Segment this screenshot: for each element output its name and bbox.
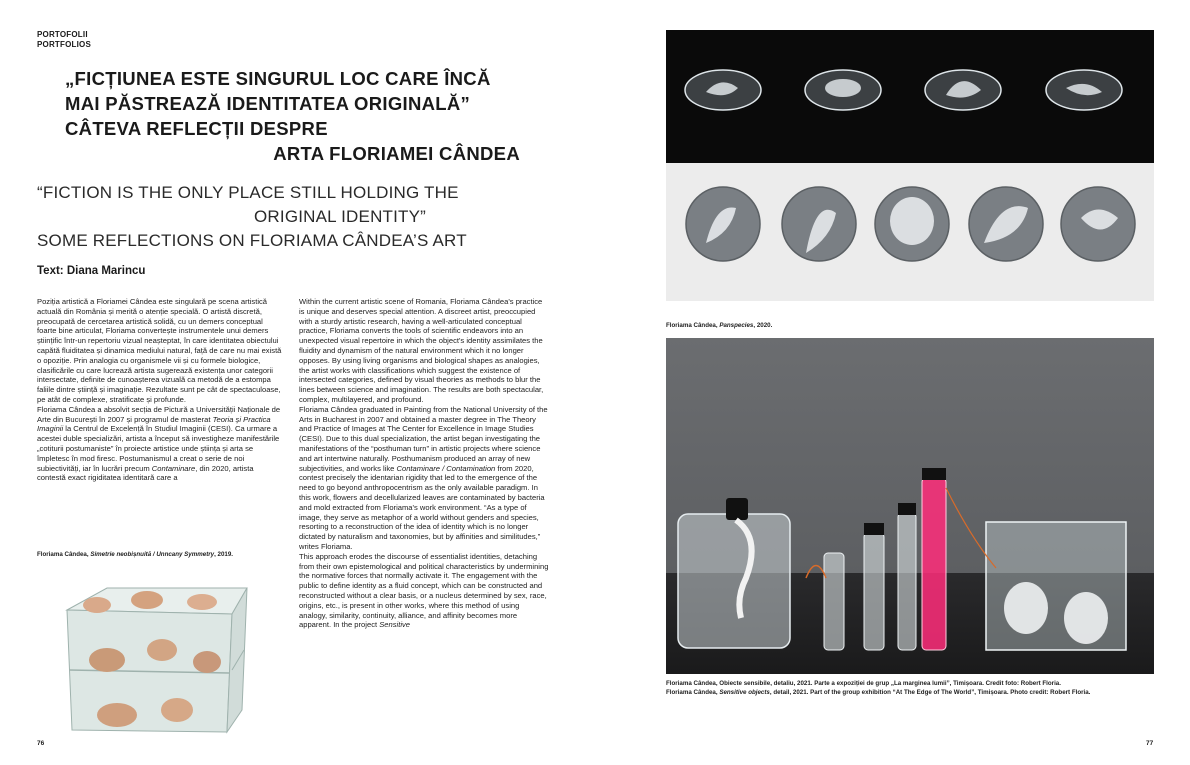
body-en-paragraph-1: Within the current artistic scene of Romania, Floriama Cândea's practice is unique and deserves special attention. A discreet artist, preoccupied with a sturdy artistic research, having a well-articulated conceptual practice, Floriama converts the tools of scientific endeavors into an unexpected visual repertoire in which the object's identity assimilates the fluidity and dynamism of the natural environment which it no longer opposes. By using living organisms and biological shapes as analogies, the artist works with classifications which suggest the existence of intersected categories, defined by visual theories as methods to blur the lines between science and imagination. The results are both spectacular, complex, multilayered, and profound. [299, 297, 544, 404]
caption-text: , detail, 2021. Part of the group exhibition “At The Edge of The World”, Timișoara. Photo credit: Robert Floria. [769, 688, 1091, 696]
body-ro-p2-text: , din 2020, artista contestă exact rigiditatea identitară care a [37, 463, 254, 483]
body-en-paragraph-2 [299, 405, 549, 552]
page-number-right: 77 [1146, 740, 1154, 747]
caption-title: Panspecies [719, 322, 754, 329]
body-en-p3-emphasis: Sensitive [379, 620, 411, 630]
caption-panspecies [666, 322, 1154, 331]
body-en-paragraph-3 [299, 552, 549, 630]
title-romanian [65, 66, 535, 166]
body-en-p2-text: from 2020, contest precisely the identarian rigidity that led to the emergence of the need to go beyond anthropocentrism as the only available paradigm. In this work, flowers and decellularized leaves are contaminated by bacteria and mold extracted from Floriama's work environment. “As a type of image, they serve as metaphor of a world without genders and species, resorting to a reconstruction of the idea of identity which is no longer dictated by naturalism and taxonomies, but by affinities and similitudes,” writes Floriama. [299, 463, 545, 551]
photo-panspecies-light [666, 163, 1154, 301]
section-label [37, 30, 91, 50]
caption-title: Sensitive objects [719, 688, 770, 696]
caption-title: Simetrie neobișnuită / Unncany Symmetry [90, 551, 215, 558]
caption-sensitive-en [666, 689, 1154, 698]
photo-panspecies-dark [666, 30, 1154, 163]
caption-text: Floriama Cândea, [666, 322, 720, 329]
title-en-line-2: ORIGINAL IDENTITY” [254, 207, 427, 226]
page-number-left: 76 [37, 740, 45, 747]
title-ro-line-2: MAI PĂSTREAZĂ IDENTITATEA ORIGINALĂ” [65, 93, 471, 114]
body-column-romanian [37, 297, 284, 483]
body-ro-p2-text: Floriama Cândea a absolvit secția de Pictură a Universității Naționale de Arte din București în 2007 și programul de masterat [37, 404, 281, 424]
body-ro-p2-emphasis: Contaminare [151, 463, 196, 473]
body-en-p2-emphasis: Contaminare / Contamination [396, 463, 496, 473]
caption-sensitive-ro: Floriama Cândea, Obiecte sensibile, detaliu, 2021. Parte a expoziției de grup „La marginea lumii”, Timișoara. Credit foto: Robert Floria. [666, 680, 1061, 687]
title-ro-line-4: ARTA FLORIAMEI CÂNDEA [273, 143, 520, 164]
body-column-english [299, 297, 549, 630]
title-english [37, 181, 557, 253]
photo-sensitive-objects [666, 338, 1154, 674]
photo-unncany-symmetry [37, 570, 284, 740]
title-en-line-3: SOME REFLECTIONS ON FLORIAMA CÂNDEA’S ART [37, 231, 467, 250]
title-ro-line-3: CÂTEVA REFLECȚII DESPRE [65, 118, 328, 139]
title-ro-line-1: „FICȚIUNEA ESTE SINGURUL LOC CARE ÎNCĂ [65, 68, 491, 89]
title-en-line-1: “FICTION IS THE ONLY PLACE STILL HOLDING THE [37, 183, 459, 202]
caption-text: , 2020. [753, 322, 773, 329]
body-en-p3-text: This approach erodes the discourse of essentialist identities, detaching from their own epistemological and political characteristics by undermining the normative forces that normally activate it. The engagement with the public to define identity as a fluid concept, which can be constructed and reconstructed without a clear basis, or a nucleus determined by sex, race, origins, etc., is present in other works, where this method of using analogy, similarity, continuity, alliance, and affinity becomes more apparent. In the project [299, 551, 549, 630]
caption-text: , 2019. [214, 551, 234, 558]
body-ro-paragraph-2 [37, 405, 284, 483]
body-ro-paragraph-1: Poziția artistică a Floriamei Cândea este singulară pe scena artistică actuală din România și merită o atenție specială. O artistă discretă, preocupată de cercetarea artistică solidă, cu un demers conceptual foarte bine articulat, Floriama convertește instrumentele unui demers științific într-un repertoriu vizual neașteptat, în care identitatea obiectului capătă fluiditatea și dinamica mediului natural, față de care nu mai există o opoziție. Prin analogia cu organismele vii și cu formele biologice, clasificările cu care lucrează artista sugerează existența unor categorii intersectate, definite de cunoașterea vizuală ca metodă de a estompa faliile dintre știință și imaginație. Rezultate sunt pe cât de spectaculoase, pe atât de complexe, stratificate și profunde. [37, 297, 282, 404]
caption-text: Floriama Cândea, [666, 688, 720, 696]
body-ro-p2-text: la Centrul de Excelență în Studiul Imaginii (CESI). Ca urmare a acestei duble specializări, artista a început să investigheze manifestările „cotiturii postumaniste” în proiecte artistice unde știința și arta se împletesc în mod firesc. Postumanismul a creat o serie de noi subiectivități, iar în lucrări precum [37, 424, 280, 473]
caption-sensitive-objects [666, 680, 1154, 697]
body-ro-p2-emphasis: Teoria și Practica Imaginii [37, 414, 271, 434]
caption-symmetry [37, 551, 284, 560]
section-label-en: PORTFOLIOS [37, 40, 91, 49]
author-credit: Text: Diana Marincu [37, 265, 146, 277]
caption-text: Floriama Cândea, [37, 551, 91, 558]
section-label-ro: PORTOFOLII [37, 30, 88, 39]
body-en-p2-text: Floriama Cândea graduated in Painting from the National University of the Arts in Bucharest in 2007 and obtained a master degree in The Theory and Practice of Images at The Center for Excellence in Image Studies (CESI). Due to this dual specialization, the artist began investigating the manifestations of the “posthuman turn” in artistic projects where science and art intertwine naturally. Posthumanism produced an array of new subjectivities, and works like [299, 404, 548, 473]
